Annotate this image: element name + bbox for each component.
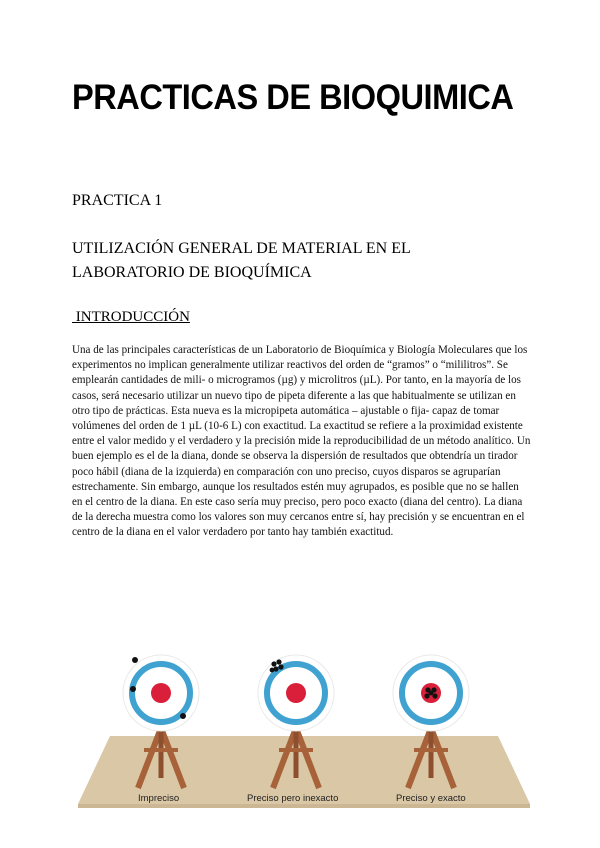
shot-mark — [432, 693, 437, 698]
shot-mark — [271, 661, 276, 666]
introduction-paragraph: Una de las principales características de un Laboratorio de Bioquímica y Biología Moleculares que los experimentos no implican generalmente utilizar reactivos del orden de “gramos” o “mililitros”. Se emplearán cantidades de mili- o microgramos (µg) y microlitros (µL). Por tanto, en la mayoría de los casos, será necesario utilizar un nuevo tipo de pipeta diferente a las que habitualmente se utilizan en otro tipo de prácticas. Esta nueva es la micropipeta automática – ajustable o fija- capaz de tomar volúmenes del orden de 1 µL (10-6 L) con exactitud. La exactitud se refiere a la proximidad existente entre el valor medido y el verdadero y la precisión mide la reproducibilidad de un método analítico. Un buen ejemplo es el de la diana, donde se observa la dispersión de resultados que obtendría un tirador poco hábil (diana de la izquierda) en comparación con uno preciso, cuyos disparos se agruparían estrechamente. Sin embargo, aunque los resultados estén muy agrupados, es posible que no se hallen en el centro de la diana. En este caso sería muy preciso, pero poco exacto (diana del centro). La diana de la derecha muestra como los valores son muy cercanos entre sí, hay precisión y se encuentran en el centro de la diana en el valor verdadero por tanto hay también exactitud. — [72, 344, 531, 539]
caption-preciso-inexacto: Preciso pero inexacto — [247, 793, 339, 804]
shot-mark — [180, 713, 186, 719]
caption-impreciso: Impreciso — [138, 793, 180, 804]
shot-mark — [270, 668, 275, 673]
shot-mark — [132, 657, 138, 663]
subtitle-line-1: UTILIZACIÓN GENERAL DE MATERIAL EN EL — [72, 240, 411, 257]
shot-mark — [276, 659, 281, 664]
bullseye — [151, 683, 171, 703]
shot-mark — [130, 686, 136, 692]
practice-subtitle — [72, 237, 512, 285]
targets-illustration — [78, 628, 530, 813]
shot-mark — [429, 691, 434, 696]
section-heading-introduccion: INTRODUCCIÓN — [72, 309, 190, 325]
floor-shadow — [78, 804, 530, 808]
shot-mark — [278, 664, 283, 669]
bullseye — [286, 683, 306, 703]
subtitle-line-2: LABORATORIO DE BIOQUÍMICA — [72, 264, 312, 281]
document-title: PRACTICAS DE BIOQUIMICA — [72, 78, 514, 117]
practice-number: PRACTICA 1 — [72, 192, 163, 209]
caption-preciso-exacto: Preciso y exacto — [396, 793, 466, 804]
shot-mark — [424, 693, 429, 698]
